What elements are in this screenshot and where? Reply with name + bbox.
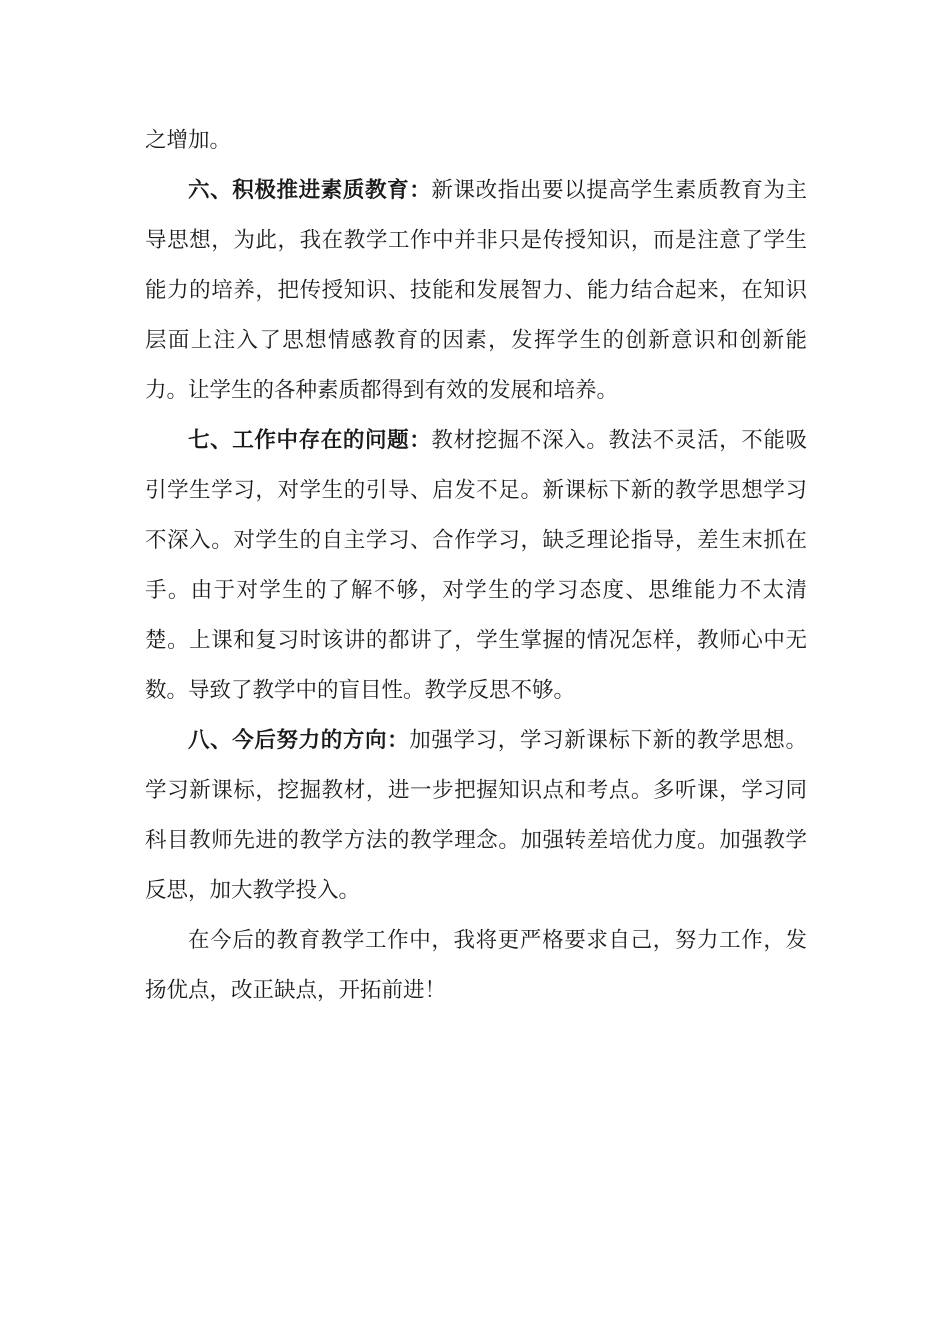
section-heading-six: 六、积极推进素质教育： [188,178,432,203]
paragraph-text: 在今后的教育教学工作中，我将更严格要求自己，努力工作，发扬优点，改正缺点，开拓前进！ [145,928,807,1003]
paragraph-text: 之增加。 [145,128,232,153]
section-heading-seven: 七、工作中存在的问题： [188,428,432,453]
paragraph-text: 加强学习，学习新课标下新的教学思想。学习新课标，挖掘教材，进一步把握知识点和考点。多听课，学习同科目教师先进的教学方法的教学理念。加强转差培优力度。加强教学反思，加大教学投入。 [145,728,807,903]
paragraph-quality-education [145,166,807,416]
paragraph-conclusion [145,916,807,1016]
paragraph-text: 教材挖掘不深入。教法不灵活，不能吸引学生学习，对学生的引导、启发不足。新课标下新的教学思想学习不深入。对学生的自主学习、合作学习，缺乏理论指导，差生末抓在手。由于对学生的了解不够，对学生的学习态度、思维能力不太清楚。上课和复习时该讲的都讲了，学生掌握的情况怎样，教师心中无数。导致了教学中的盲目性。教学反思不够。 [145,428,807,703]
section-heading-eight: 八、今后努力的方向： [188,728,410,753]
paragraph-problems [145,416,807,716]
paragraph-future-direction [145,716,807,916]
paragraph-continuation [145,116,807,166]
document-body [145,116,807,1016]
paragraph-text: 新课改指出要以提高学生素质教育为主导思想，为此，我在教学工作中并非只是传授知识，而是注意了学生能力的培养，把传授知识、技能和发展智力、能力结合起来，在知识层面上注入了思想情感教育的因素，发挥学生的创新意识和创新能力。让学生的各种素质都得到有效的发展和培养。 [145,178,807,403]
